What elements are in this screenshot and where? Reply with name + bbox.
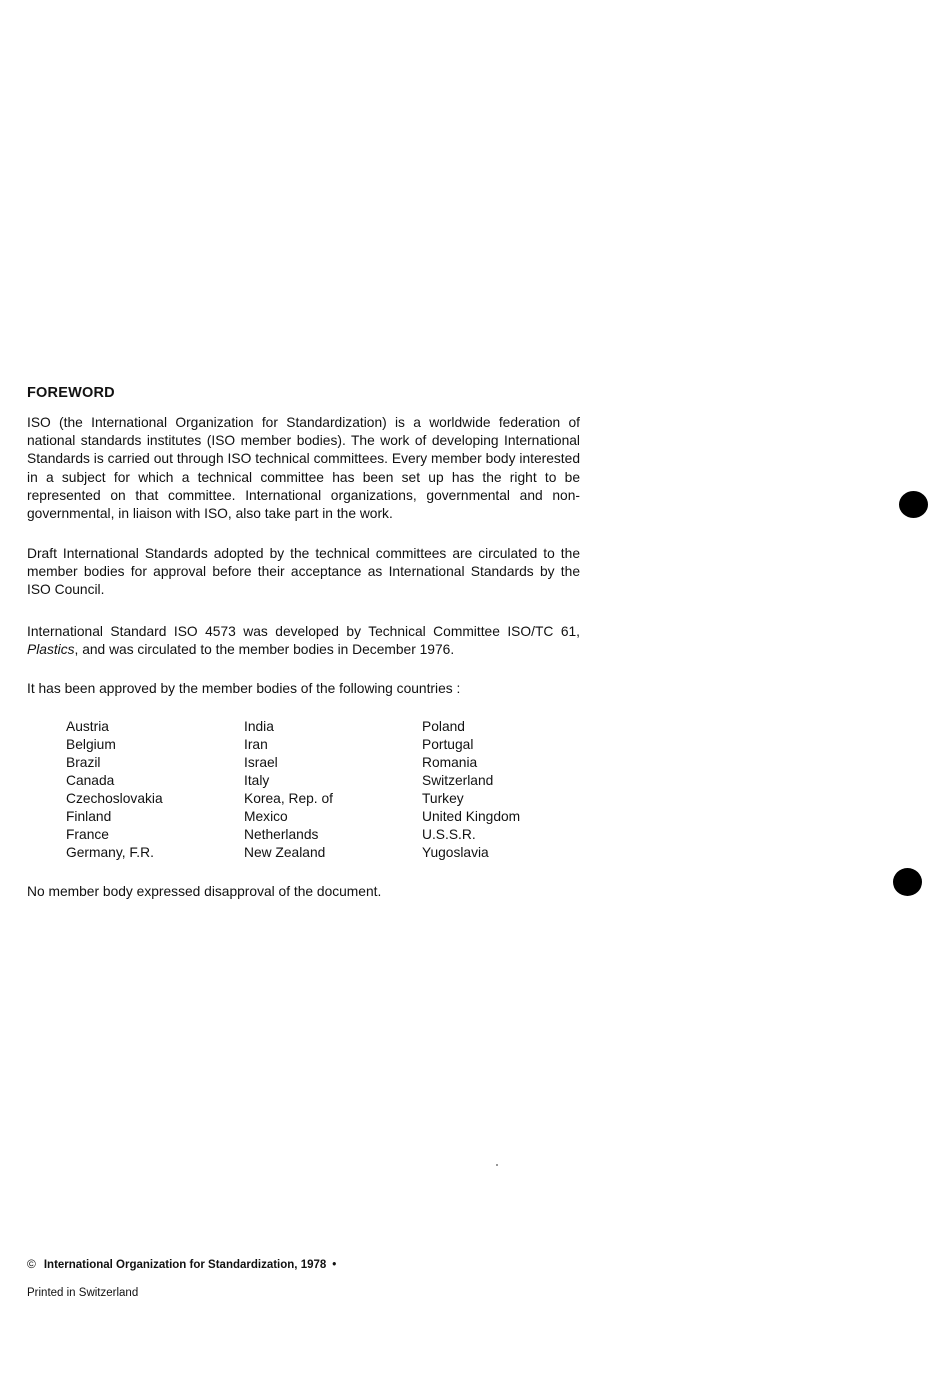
country-item: Germany, F.R. [66,845,154,860]
country-item: Brazil [66,755,101,770]
copyright-notice [27,1257,336,1271]
country-item: Austria [66,719,109,734]
foreword-paragraph-approval: It has been approved by the member bodies of the following countries : [27,681,461,696]
country-item: Italy [244,773,270,788]
country-item: New Zealand [244,845,326,860]
printed-in-notice: Printed in Switzerland [27,1287,139,1299]
country-item: Finland [66,809,112,824]
copyright-text: International Organization for Standardization, 1978 [43,1259,327,1271]
country-item: Yugoslavia [422,845,489,860]
foreword-paragraph-draft-standards: Draft International Standards adopted by the technical committees are circulated to the member bodies for approval before their acceptance as International Standards by the ISO Council. [27,546,580,598]
country-item: Mexico [244,809,288,824]
country-item: Czechoslovakia [66,791,163,806]
country-item: Switzerland [422,773,494,788]
country-item: Korea, Rep. of [244,791,333,806]
country-item: Netherlands [244,827,319,842]
country-item: Israel [244,755,278,770]
countries-column-1 [66,718,244,862]
country-item: United Kingdom [422,809,521,824]
country-item: India [244,719,274,734]
countries-column-3 [422,718,582,862]
foreword-paragraph-development [27,623,580,659]
development-text-end: , and was circulated to the member bodies in December 1976. [74,642,455,658]
country-item: Canada [66,773,115,788]
committee-name: Plastics [27,642,75,658]
development-text-start: International Standard ISO 4573 was developed by Technical Committee ISO/TC 61, [27,624,580,639]
foreword-paragraph-iso-description: ISO (the International Organization for Standardization) is a worldwide federation of national standards institutes (ISO member bodies). The work of developing International Standards is carried out through ISO technical committees. Every member body interested in a subject for which a technical committee has been set up has the right to be represented on that committee. International organizations, governmental and non-governmental, in liaison with ISO, also take part in the work. [27,415,580,522]
country-item: France [66,827,109,842]
binder-hole-mark [899,491,928,518]
copyright-icon: © [27,1257,36,1271]
scan-speck [496,1164,498,1166]
country-item: U.S.S.R. [422,827,476,842]
bullet-icon: • [332,1259,337,1271]
foreword-heading: FOREWORD [27,385,115,401]
country-item: Romania [422,755,478,770]
country-item: Turkey [422,791,464,806]
country-item: Portugal [422,737,474,752]
foreword-paragraph-disapproval: No member body expressed disapproval of the document. [27,884,382,899]
country-item: Poland [422,719,465,734]
approving-countries-list [66,718,582,862]
countries-column-2 [244,718,422,862]
country-item: Belgium [66,737,116,752]
country-item: Iran [244,737,268,752]
binder-hole-mark [893,868,922,896]
